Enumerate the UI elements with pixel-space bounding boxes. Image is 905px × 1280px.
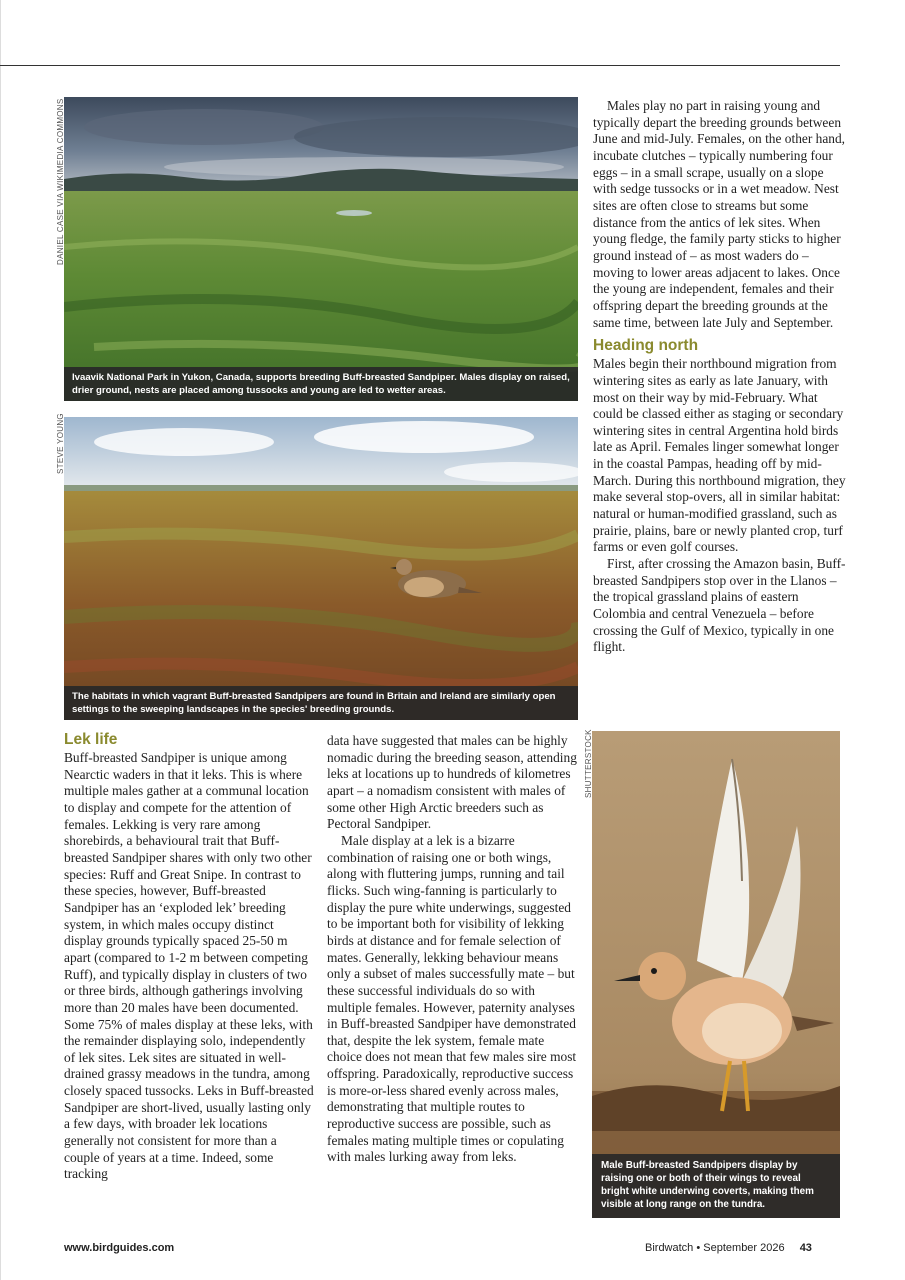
photo-sandpiper-heath	[64, 417, 578, 720]
footer-website[interactable]: www.birdguides.com	[64, 1242, 175, 1254]
section-heading: Lek life	[64, 731, 118, 748]
paragraph: Male display at a lek is a bizarre combination of raising one or both wings, along with fluttering jumps, running and tail flicks. Such wing-fanning is particularly to display the pure white underwings, suggested to be important both for visibility of lekking birds at distance and for female selection of mates. Generally, lekking behaviour means only a subset of males successfully mate – but these successful individuals do so with multiple females. However, paternity analyses in Buff-breasted Sandpiper have demonstrated that, despite the lek system, female mate choice does not mean that few males sire most offspring. Paradoxically, reproductive success is more-or-less shared evenly across males, demonstrating that multiple routes to reproductive success are possible, such as females mating multiple times or copulating with males lurking away from leks.	[327, 832, 577, 1165]
paragraph: First, after crossing the Amazon basin, Buff-breasted Sandpipers stop over in the Llanos – the tropical grassland plains of eastern Colombia and central Venezuela – before crossing the Gulf of Mexico, typically in one flight.	[593, 556, 846, 655]
photo-caption: Male Buff-breasted Sandpipers display by raising one or both of their wings to reveal bright white underwing coverts, making them visible at long range on the tundra.	[592, 1154, 840, 1218]
paragraph: Males play no part in raising young and typically depart the breeding grounds between June and mid-July. Females, on the other hand, incubate clutches – typically numbering four eggs – in a small scrape, usually on a slope with sedge tussocks or in a wet meadow. Nest sites are often close to streams but some distance from the antics of lek sites. When young fledge, the family party sticks to higher ground instead of – as most waders do – moving to lower areas adjacent to lakes. Once the young are independent, females and their offspring depart the breeding grounds at the same time, between late July and September.	[593, 98, 846, 330]
top-rule	[0, 65, 840, 66]
photo-caption: Ivaavik National Park in Yukon, Canada, supports breeding Buff-breasted Sandpiper. Males display on raised, drier ground, nests are placed among tussocks and young are led to wetter areas.	[64, 367, 578, 401]
footer-issue	[645, 1242, 812, 1254]
issue-date: September 2026	[703, 1242, 785, 1254]
photo-tundra-landscape	[64, 97, 578, 401]
photo-caption: The habitats in which vagrant Buff-breasted Sandpipers are found in Britain and Ireland are similarly open settings to the sweeping landscapes in the species' breeding grounds.	[64, 686, 578, 720]
sandpiper-heath-image	[64, 417, 578, 720]
photo-credit: STEVE YOUNG	[56, 413, 65, 474]
magazine-name: Birdwatch	[645, 1242, 694, 1254]
page-edge-line	[0, 0, 1, 1280]
text-column-left	[64, 731, 314, 1183]
paragraph: Buff-breasted Sandpiper is unique among Nearctic waders in that it leks. This is where multiple males gather at a communal location to display and compete for the attention of females. Lekking is very rare among shorebirds, a behavioural trait that Buff-breasted Sandpiper shares with only two other species: Ruff and Great Snipe. In contrast to these species, however, Buff-breasted Sandpiper has an ‘exploded lek’ breeding system, in which males occupy distinct display grounds typically spaced 25-50 m apart (compared to 1-2 m between competing Ruff), and typically display in clusters of two or three birds, although gatherings involving more than 20 males have been documented. Some 75% of males display at these leks, with the remainder displaying solo, independently of lek sites. Lek sites are situated in well-drained grassy meadows in the tundra, among closely spaced tussocks. Leks in Buff-breasted Sandpiper are short-lived, usually lasting only a few days, with broader lek locations generally not consistent for more than a couple of years at a time. Indeed, some tracking	[64, 750, 314, 1182]
text-column-right	[593, 98, 846, 656]
photo-credit: SHUTTERSTOCK	[584, 729, 593, 798]
photo-displaying-sandpiper	[592, 731, 840, 1218]
page-number: 43	[799, 1242, 812, 1254]
photo-credit: DANIEL CASE VIA WIKIMEDIA COMMONS	[56, 98, 65, 265]
text-column-middle	[327, 733, 577, 1166]
displaying-sandpiper-image	[592, 731, 840, 1218]
separator: •	[696, 1242, 701, 1254]
paragraph: data have suggested that males can be highly nomadic during the breeding season, attending leks at locations up to hundreds of kilometres apart – a nomadism consistent with males of some other High Arctic breeders such as Pectoral Sandpiper.	[327, 733, 577, 832]
tundra-landscape-image	[64, 97, 578, 401]
paragraph: Males begin their northbound migration from wintering sites as early as late January, with most on their way by mid-February. What could be classed either as staging or secondary wintering sites in central Argentina hold birds late as April. Females linger somewhat longer in the coastal Pampas, heading off by mid-March. During this northbound migration, they make several stop-overs, all in similar habitat: natural or human-modified grassland, such as prairie, plains, bare or newly planted crop, turf farms or even golf courses.	[593, 356, 846, 555]
section-heading: Heading north	[593, 337, 699, 355]
